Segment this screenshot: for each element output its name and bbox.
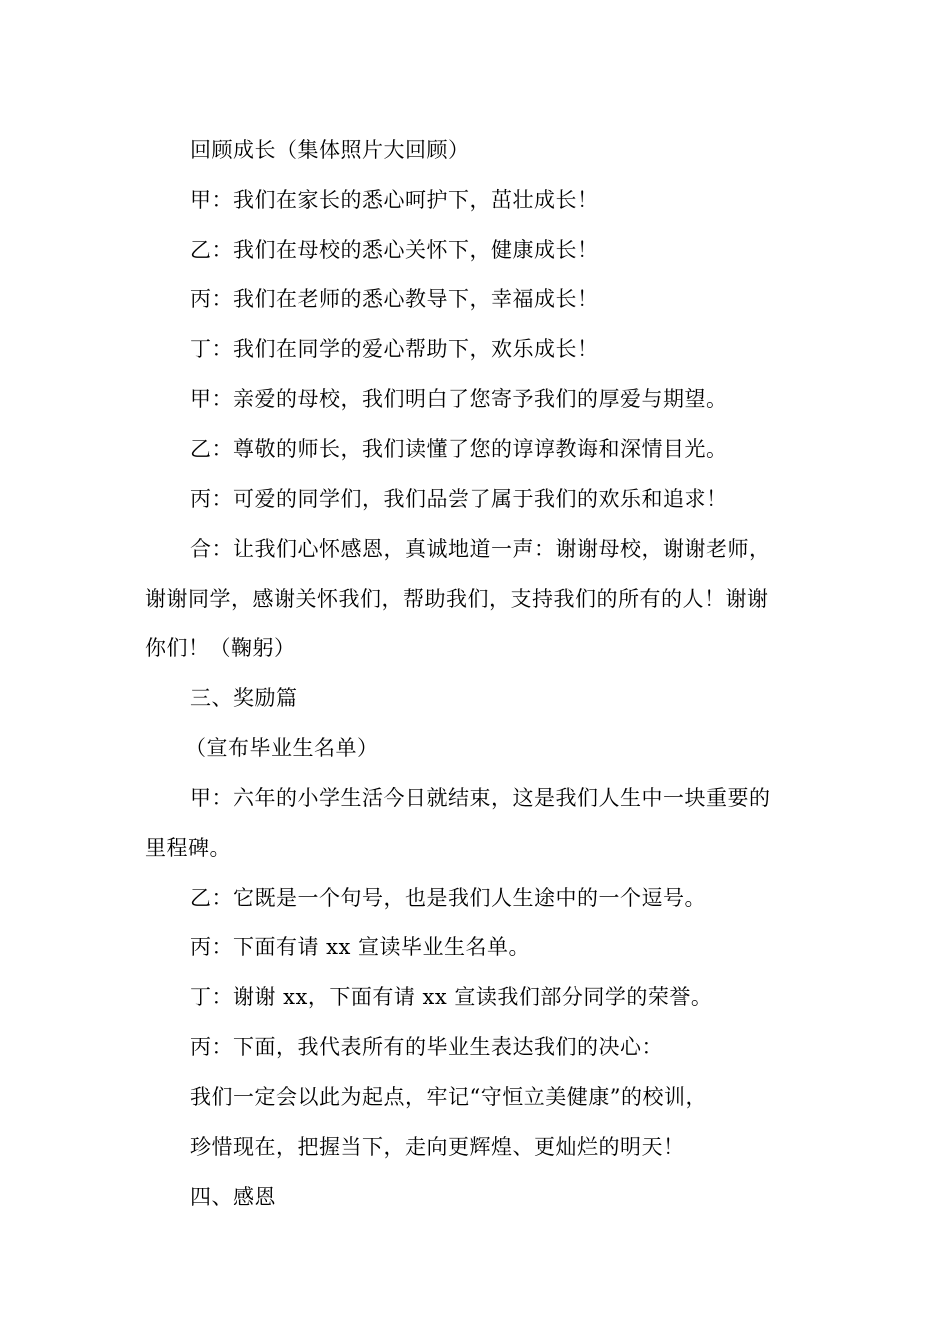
text-line: 丙：下面有请 xx 宣读毕业生名单。 <box>190 935 531 959</box>
text-line: 里程碑。 <box>145 836 231 860</box>
text-line: 丁：我们在同学的爱心帮助下，欢乐成长！ <box>190 337 599 361</box>
text-line: 甲：我们在家长的悉心呵护下，茁壮成长！ <box>190 188 599 212</box>
text-line: 珍惜现在，把握当下，走向更辉煌、更灿烂的明天！ <box>190 1135 685 1159</box>
text-line: 你们！（鞠躬） <box>145 636 296 660</box>
text-line: 甲：六年的小学生活今日就结束，这是我们人生中一块重要的 <box>190 786 771 810</box>
text-line: 谢谢同学，感谢关怀我们，帮助我们，支持我们的所有的人！谢谢 <box>145 587 769 611</box>
text-line: 我们一定会以此为起点，牢记“守恒立美健康”的校训， <box>190 1085 707 1109</box>
text-line: 丙：下面，我代表所有的毕业生表达我们的决心： <box>190 1035 663 1059</box>
section-heading: 四、感恩 <box>190 1185 276 1209</box>
text-line: 丙：可爱的同学们，我们品尝了属于我们的欢乐和追求！ <box>190 487 728 511</box>
text-line: （宣布毕业生名单） <box>185 736 379 760</box>
text-line: 乙：我们在母校的悉心关怀下，健康成长！ <box>190 238 599 262</box>
text-line: 丁：谢谢 xx，下面有请 xx 宣读我们部分同学的荣誉。 <box>190 985 713 1009</box>
text-line: 甲：亲爱的母校，我们明白了您寄予我们的厚爱与期望。 <box>190 387 728 411</box>
text-line: 乙：尊敬的师长，我们读懂了您的谆谆教诲和深情目光。 <box>190 437 728 461</box>
text-line: 丙：我们在老师的悉心教导下，幸福成长！ <box>190 287 599 311</box>
section-heading: 三、奖励篇 <box>190 686 298 710</box>
text-line: 乙：它既是一个句号，也是我们人生途中的一个逗号。 <box>190 886 706 910</box>
text-line: 合：让我们心怀感恩，真诚地道一声：谢谢母校，谢谢老师， <box>190 537 771 561</box>
text-line: 回顾成长（集体照片大回顾） <box>190 138 470 162</box>
